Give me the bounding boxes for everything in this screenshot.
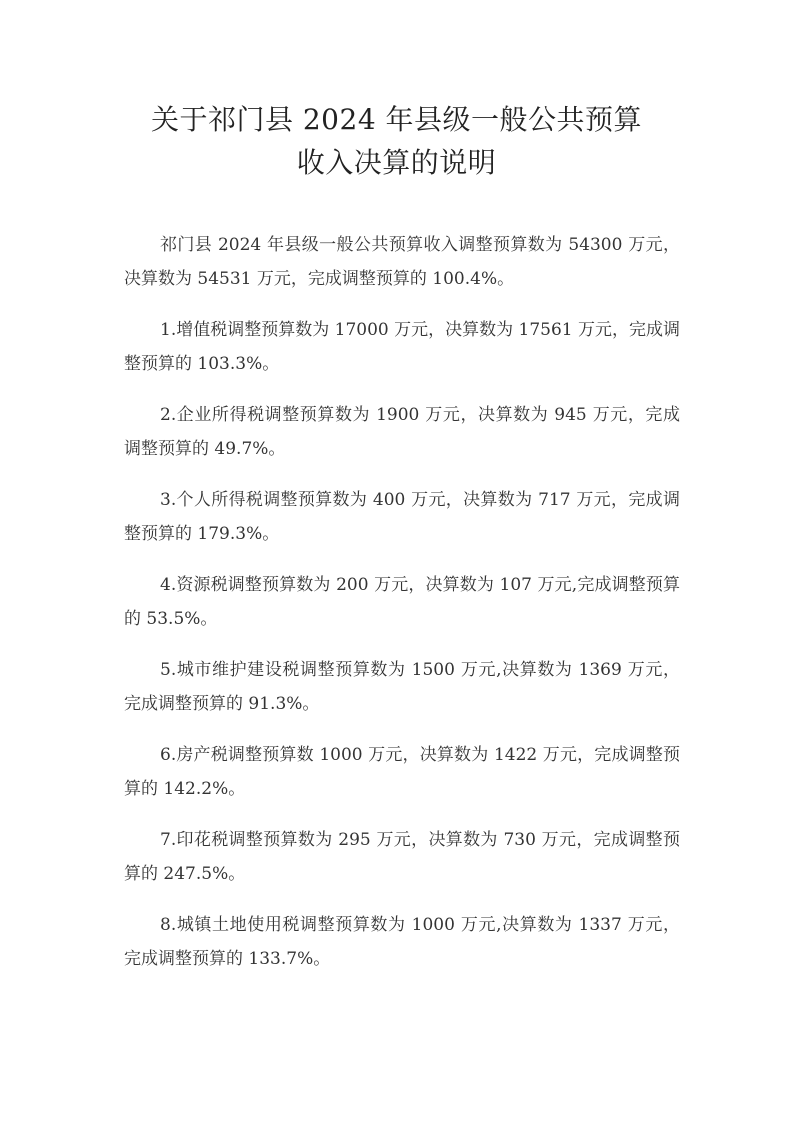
document-title-line-2: 收入决算的说明 xyxy=(296,146,497,179)
paragraph-item-3: 3.个人所得税调整预算数为 400 万元，决算数为 717 万元，完成调整预算的 179.3%。 xyxy=(124,490,680,544)
document-body xyxy=(124,228,680,993)
paragraph-item-8: 8.城镇土地使用税调整预算数为 1000 万元,决算数为 1337 万元，完成调整预算的 133.7%。 xyxy=(124,915,680,969)
paragraph-item-6: 6.房产税调整预算数 1000 万元，决算数为 1422 万元，完成调整预算的 142.2%。 xyxy=(124,745,680,799)
document-title-line-1: 关于祁门县 2024 年县级一般公共预算 xyxy=(150,103,643,136)
paragraph-item-7: 7.印花税调整预算数为 295 万元，决算数为 730 万元，完成调整预算的 247.5%。 xyxy=(124,830,680,884)
paragraph-item-4: 4.资源税调整预算数为 200 万元，决算数为 107 万元,完成调整预算的 53.5%。 xyxy=(124,575,680,629)
paragraph-summary: 祁门县 2024 年县级一般公共预算收入调整预算数为 54300 万元，决算数为 54531 万元，完成调整预算的 100.4%。 xyxy=(124,235,680,289)
paragraph-item-5: 5.城市维护建设税调整预算数为 1500 万元,决算数为 1369 万元，完成调整预算的 91.3%。 xyxy=(124,660,680,714)
paragraph-item-1: 1.增值税调整预算数为 17000 万元，决算数为 17561 万元，完成调整预算的 103.3%。 xyxy=(124,320,680,374)
paragraph-item-2: 2.企业所得税调整预算数为 1900 万元，决算数为 945 万元，完成调整预算的 49.7%。 xyxy=(124,405,680,459)
